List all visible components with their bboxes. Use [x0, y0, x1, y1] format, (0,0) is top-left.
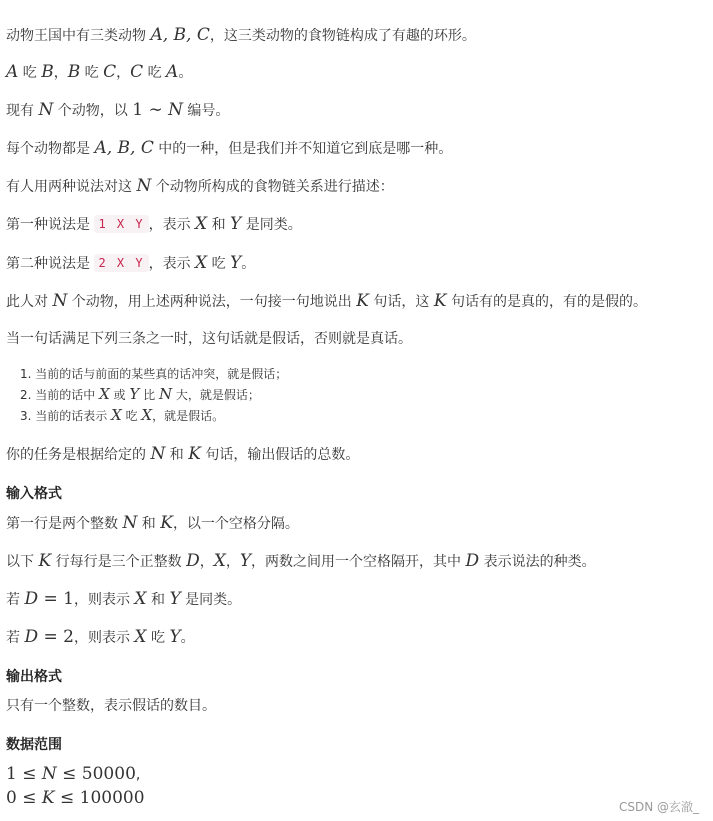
input-line-2: 以下 K 行每行是三个正整数 D，X，Y，两数之间用一个空格隔开，其中 D 表示说法的种类。	[6, 551, 596, 571]
input-line-3: 若 D = 1，则表示 X 和 Y 是同类。	[6, 589, 242, 609]
task-paragraph: 你的任务是根据给定的 N 和 K 句话，输出假话的总数。	[6, 444, 360, 464]
intro-paragraph: 动物王国中有三类动物 A, B, C，这三类动物的食物链构成了有趣的环形。	[6, 25, 476, 45]
statement-type-2: 第二种说法是 2 X Y ，表示 X 吃 Y。	[6, 253, 256, 273]
input-line-1: 第一行是两个整数 N 和 K，以一个空格分隔。	[6, 513, 299, 533]
output-line-1: 只有一个整数，表示假话的数目。	[6, 698, 216, 714]
list-item: 3. 当前的话表示 X 吃 X，就是假话。	[20, 406, 225, 424]
inline-code: 1 X Y	[94, 215, 148, 233]
false-rule-intro: 当一句话满足下列三条之一时，这句话就是假话，否则就是真话。	[6, 331, 412, 347]
sentences-paragraph: 此人对 N 个动物，用上述两种说法，一句接一句地说出 K 句话，这 K 句话有的是真的，有的是假的。	[6, 291, 647, 311]
count-paragraph: 现有 N 个动物，以 1 ∼ N 编号。	[6, 100, 230, 120]
false-rules-list	[20, 364, 287, 426]
species-paragraph: 每个动物都是 A, B, C 中的一种，但是我们并不知道它到底是哪一种。	[6, 138, 453, 158]
csdn-watermark: CSDN @玄澈_	[618, 800, 699, 814]
range-k: 0 ≤ K ≤ 100000	[6, 788, 145, 808]
inline-code: 2 X Y	[94, 254, 148, 272]
math-abc: A, B, C	[150, 25, 210, 45]
food-chain-paragraph: A 吃 B，B 吃 C，C 吃 A。	[6, 62, 193, 82]
list-item: 2. 当前的话中 X 或 Y 比 N 大，就是假话；	[20, 385, 260, 403]
statements-intro: 有人用两种说法对这 N 个动物所构成的食物链关系进行描述：	[6, 176, 394, 196]
input-format-heading: 输入格式	[6, 486, 62, 502]
input-line-4: 若 D = 2，则表示 X 吃 Y。	[6, 627, 195, 647]
statement-type-1: 第一种说法是 1 X Y ，表示 X 和 Y 是同类。	[6, 214, 302, 234]
range-n: 1 ≤ N ≤ 50000,	[6, 764, 141, 784]
list-item: 1. 当前的话与前面的某些真的话冲突，就是假话；	[20, 367, 288, 381]
data-range-heading: 数据范围	[6, 737, 62, 753]
output-format-heading: 输出格式	[6, 669, 62, 685]
